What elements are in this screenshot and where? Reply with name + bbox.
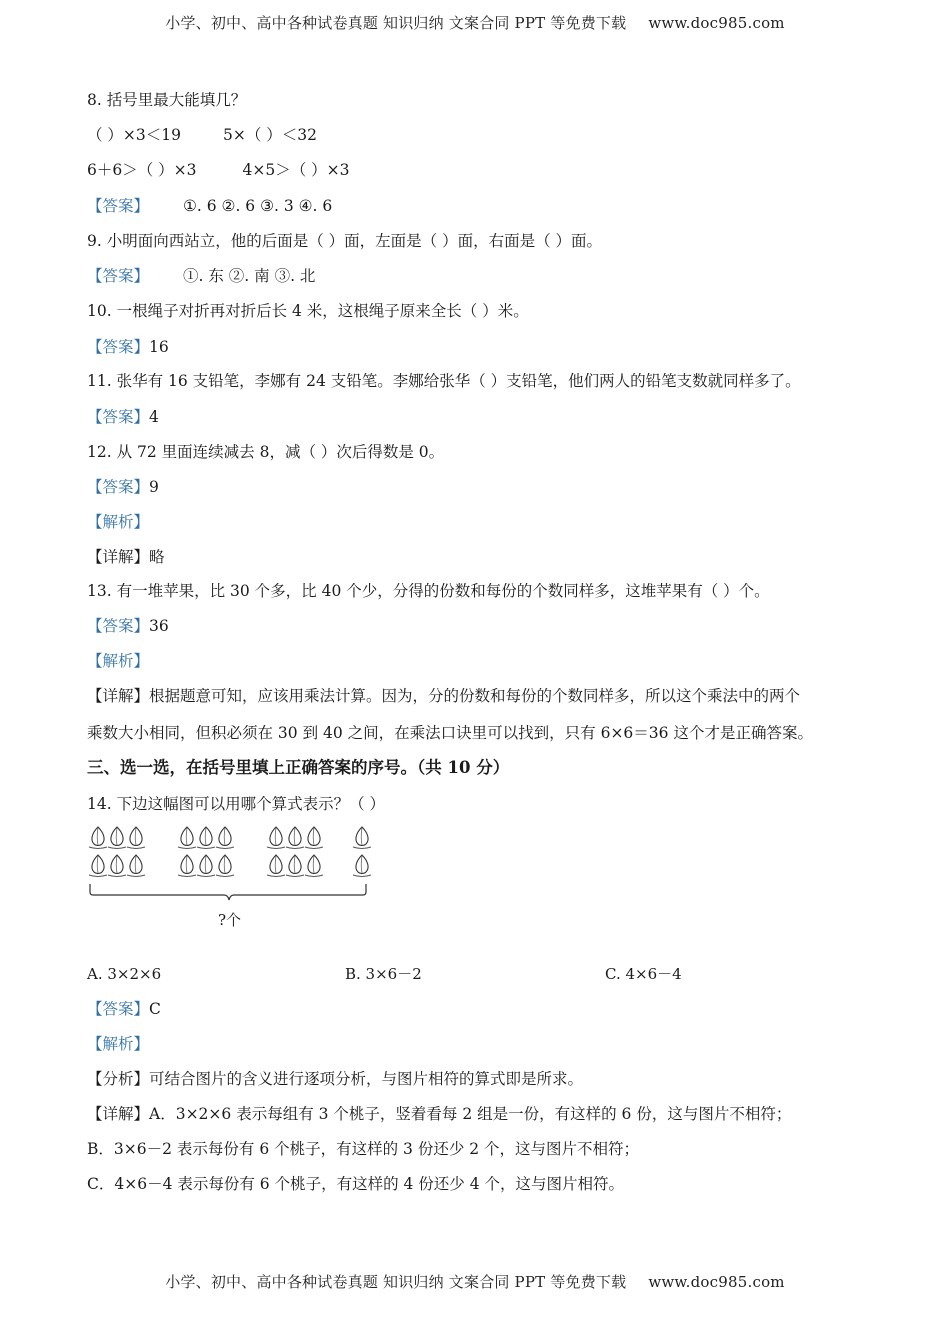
answer-label: 【答案】 [87,478,150,496]
detail-label: 【详解】 [87,687,150,705]
figure-label: ?个 [218,911,242,929]
peach-icon [197,827,215,849]
q12-detail-text: 略 [149,548,165,566]
q10-answer-value: 16 [149,338,169,356]
answer-label: 【答案】 [87,267,150,285]
q9-answer [87,266,315,286]
footer-title: 小学、初中、高中各种试卷真题 知识归纳 文案合同 PPT 等免费下载 [165,1273,627,1291]
option-b: B. 3×6－2 [345,965,422,983]
q13-answer-value: 36 [149,617,169,635]
answer-label: 【答案】 [87,617,150,635]
q8-expr-1: （ ）×3＜19 [87,126,181,144]
q11-title: 11. 张华有 16 支铅笔，李娜有 24 支铅笔。李娜给张华（ ）支铅笔，他们两人的铅笔支数就同样多了。 [87,372,801,390]
q12-answer-value: 9 [149,478,159,496]
q13-answer [87,616,169,636]
answer-label: 【答案】 [87,197,150,215]
q14-answer [87,999,161,1019]
answer-label: 【答案】 [87,1000,150,1018]
q11-answer [87,407,159,427]
q9-title: 9. 小明面向西站立，他的后面是（ ）面，左面是（ ）面，右面是（ ）面。 [87,232,602,250]
q12-answer [87,477,159,497]
header-title: 小学、初中、高中各种试卷真题 知识归纳 文案合同 PPT 等免费下载 [165,14,627,32]
peach-figure [84,822,384,912]
q14-answer-value: C [149,1000,161,1018]
peach-icon [127,855,145,877]
q14-detail-c: C．4×6－4 表示每份有 6 个桃子，有这样的 4 份还少 4 个，这与图片相符。 [87,1175,625,1193]
peach-icon [108,827,126,849]
peach-icon [353,855,371,877]
q12-detail [87,547,165,567]
q10-answer [87,337,169,357]
option-a: A. 3×2×6 [87,965,162,983]
peach-icon [178,855,196,877]
q13-detail-2: 乘数大小相同，但积必须在 30 到 40 之间，在乘法口诀里可以找到，只有 6×6＝36 这个才是正确答案。 [87,724,813,742]
footer-url[interactable]: www.doc985.com [648,1273,785,1291]
detail-label: 【详解】 [87,548,150,566]
peach-icon [305,855,323,877]
q14-detail-a [87,1104,791,1124]
answer-label: 【答案】 [87,408,150,426]
peach-icon [89,827,107,849]
q11-answer-value: 4 [149,408,159,426]
peach-icon [353,827,371,849]
fenxi-label: 【分析】 [87,1070,150,1088]
peach-icon [267,855,285,877]
q13-analysis-label: 【解析】 [87,652,150,670]
q14-fenxi-text: 可结合图片的含义进行逐项分析，与图片相符的算式即是所求。 [149,1070,584,1088]
peach-icon [267,827,285,849]
peach-icon [216,827,234,849]
peach-icon [197,855,215,877]
q14-detail-a-text: A．3×2×6 表示每组有 3 个桃子，竖着看每 2 组是一份，有这样的 6 份，这与图片不相符； [149,1105,792,1123]
q8-line2 [87,160,350,180]
header-url[interactable]: www.doc985.com [648,14,785,32]
section-3-title: 三、选一选，在括号里填上正确答案的序号。（共 10 分） [87,758,510,777]
q8-line1 [87,125,317,145]
q14-title: 14. 下边这幅图可以用哪个算式表示？（ ） [87,795,386,813]
peach-icon [108,855,126,877]
q13-detail-1 [87,686,800,706]
answer-label: 【答案】 [87,338,150,356]
peach-icon [305,827,323,849]
q8-answer-value: ①. 6 ②. 6 ③. 3 ④. 6 [183,197,333,215]
peach-icon [286,827,304,849]
detail-label: 【详解】 [87,1105,150,1123]
peach-icon [127,827,145,849]
q13-title: 13. 有一堆苹果，比 30 个多，比 40 个少，分得的份数和每份的个数同样多，这堆苹果有（ ）个。 [87,582,770,600]
peach-icon [216,855,234,877]
q8-title: 8. 括号里最大能填几？ [87,91,247,109]
q12-analysis-label: 【解析】 [87,513,150,531]
q8-expr-2: 5×（ ）＜32 [223,126,317,144]
peach-icon [178,827,196,849]
q13-detail-text-1: 根据题意可知，应该用乘法计算。因为，分的份数和每份的个数同样多，所以这个乘法中的两个 [149,687,801,705]
q14-fenxi [87,1069,583,1089]
q14-detail-b: B．3×6－2 表示每份有 6 个桃子，有这样的 3 份还少 2 个，这与图片不相符； [87,1140,640,1158]
q10-title: 10. 一根绳子对折再对折后长 4 米，这根绳子原来全长（ ）米。 [87,302,529,320]
q9-answer-value: ①. 东 ②. 南 ③. 北 [183,267,316,285]
page-header [0,12,950,33]
q8-expr-3: 6＋6＞（ ）×3 [87,161,197,179]
peach-icon [89,855,107,877]
q8-expr-4: 4×5＞（ ）×3 [242,161,350,179]
peach-icon [286,855,304,877]
page-footer [0,1271,950,1292]
option-c: C. 4×6－4 [605,965,682,983]
q12-title: 12. 从 72 里面连续减去 8，减（ ）次后得数是 0。 [87,443,445,461]
brace [90,884,366,900]
q8-answer [87,196,332,216]
q14-analysis-label: 【解析】 [87,1035,150,1053]
